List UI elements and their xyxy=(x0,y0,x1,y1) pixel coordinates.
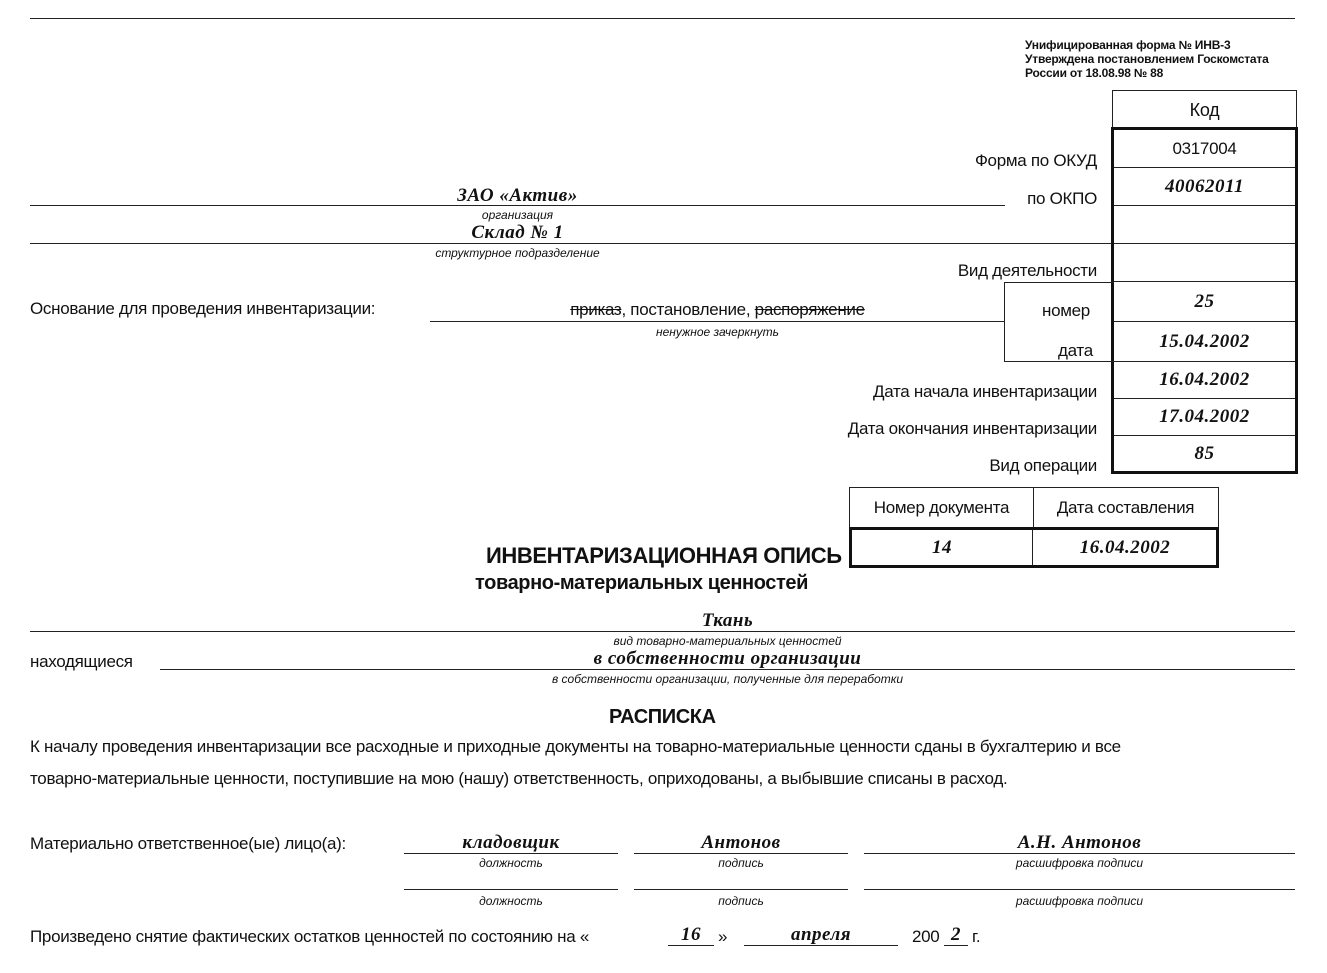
position-line-2 xyxy=(404,889,618,890)
basis-line xyxy=(430,321,1005,322)
responsible-persons-label: Материально ответственное(ые) лицо(а): xyxy=(30,834,346,853)
footer-text: Произведено снятие фактических остатков ценностей по состоянию на « xyxy=(30,927,589,946)
basis-sep-2: , xyxy=(745,300,755,319)
top-border xyxy=(30,18,1295,19)
doc-number-value: 14 xyxy=(852,530,1033,565)
basis-option-directive: распоряжение xyxy=(754,300,865,319)
operation-value: 85 xyxy=(1194,443,1215,464)
organization-caption: организация xyxy=(481,208,554,222)
footer-year-line xyxy=(944,945,968,946)
basis-option-order: приказ xyxy=(570,300,622,319)
goods-caption: вид товарно-материальных ценностей xyxy=(613,634,842,648)
okpo-label: по ОКПО xyxy=(1027,189,1097,208)
number-label: номер xyxy=(1042,301,1090,320)
number-value: 25 xyxy=(1114,282,1295,322)
doc-number-header: Номер документа xyxy=(849,487,1034,528)
unit-value: Склад № 1 xyxy=(471,222,564,243)
okpo-value: 40062011 xyxy=(1114,168,1295,206)
signature-caption-1: подпись xyxy=(718,856,764,870)
position-caption-2: должность xyxy=(479,894,543,908)
signature-line-2 xyxy=(634,889,848,890)
located-value: в собственности организации xyxy=(593,648,862,669)
decoding-value: А.Н. Антонов xyxy=(1017,832,1142,853)
receipt-text-line2: товарно-материальные ценности, поступившие на мою (нашу) ответственность, оприходованы, а выбывшие списаны в расход. xyxy=(30,769,1008,788)
footer-year-mark: г. xyxy=(972,927,981,946)
end-date-value: 17.04.2002 xyxy=(1114,399,1295,436)
decoding-caption-1: расшифровка подписи xyxy=(1015,856,1144,870)
receipt-text xyxy=(30,731,1300,795)
signature-line-1 xyxy=(634,853,848,854)
basis-option-resolution: постановление xyxy=(630,300,746,319)
activity-value-1 xyxy=(1114,206,1295,244)
start-date-value: 16.04.2002 xyxy=(1114,362,1295,399)
decoding-line-2 xyxy=(864,889,1295,890)
basis-options xyxy=(430,300,1005,320)
doc-date-value: 16.04.2002 xyxy=(1079,536,1171,558)
goods-value: Ткань xyxy=(701,610,754,631)
signature-value: Антонов xyxy=(701,832,781,853)
date-label: дата xyxy=(1058,341,1093,360)
code-header: Код xyxy=(1112,90,1297,128)
footer-day: 16 xyxy=(681,924,701,945)
unit-caption: структурное подразделение xyxy=(435,246,600,260)
operation-label: Вид операции xyxy=(989,456,1097,475)
basis-caption: ненужное зачеркнуть xyxy=(655,325,779,339)
organization-line xyxy=(30,205,1005,206)
form-subtitle: товарно-материальных ценностей xyxy=(475,572,808,594)
footer-close-quote: » xyxy=(718,927,728,946)
form-header-line1: Унифицированная форма № ИНВ-3 xyxy=(1025,38,1231,52)
receipt-title: РАСПИСКА xyxy=(609,706,716,728)
footer-year-prefix: 200 xyxy=(912,927,940,946)
activity-value-2 xyxy=(1114,244,1295,282)
located-line xyxy=(160,669,1295,670)
okud-label: Форма по ОКУД xyxy=(974,151,1097,170)
okud-value: 0317004 xyxy=(1114,130,1295,168)
position-caption-1: должность xyxy=(479,856,543,870)
signature-caption-2: подпись xyxy=(718,894,764,908)
unit-line xyxy=(30,243,1112,244)
footer-month-line xyxy=(744,945,898,946)
basis-label: Основание для проведения инвентаризации: xyxy=(30,299,376,318)
footer-year-suffix: 2 xyxy=(951,924,961,945)
start-date-label: Дата начала инвентаризации xyxy=(873,382,1097,401)
decoding-line-1 xyxy=(864,853,1295,854)
footer-day-line xyxy=(668,945,714,946)
end-date-label: Дата окончания инвентаризации xyxy=(847,419,1097,438)
goods-line xyxy=(30,631,1295,632)
located-label: находящиеся xyxy=(30,652,133,671)
position-value: кладовщик xyxy=(462,832,560,853)
basis-sep-1: , xyxy=(621,300,631,319)
form-header-line2: Утверждена постановлением Госкомстата xyxy=(1025,52,1269,66)
position-line-1 xyxy=(404,853,618,854)
form-header-line3: России от 18.08.98 № 88 xyxy=(1025,66,1164,80)
doc-date-header: Дата составления xyxy=(1033,487,1219,528)
located-caption: в собственности организации, полученные для переработки xyxy=(551,672,904,686)
decoding-caption-2: расшифровка подписи xyxy=(1015,894,1144,908)
form-title: ИНВЕНТАРИЗАЦИОННАЯ ОПИСЬ xyxy=(486,543,842,568)
organization-value: ЗАО «Актив» xyxy=(457,185,578,206)
receipt-text-line1: К началу проведения инвентаризации все расходные и приходные документы на товарно-материальные ценности сданы в бухгалтерию и все xyxy=(30,737,1121,756)
form-header-note xyxy=(1025,38,1269,80)
footer-month: апреля xyxy=(790,924,852,945)
date-value: 15.04.2002 xyxy=(1114,322,1295,362)
activity-label: Вид деятельности xyxy=(957,261,1097,280)
